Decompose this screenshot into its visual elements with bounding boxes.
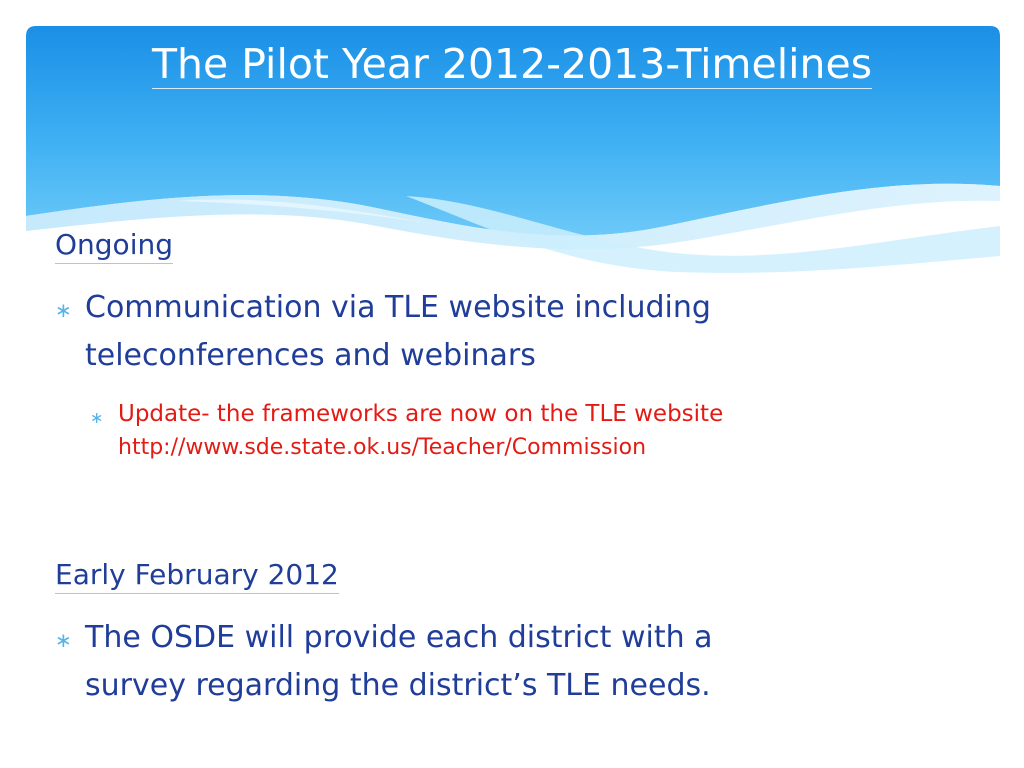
bullet-text — [85, 284, 711, 380]
bullet-text-line: survey regarding the district’s TLE needs. — [85, 668, 711, 703]
commission-url-link[interactable]: http://www.sde.state.ok.us/Teacher/Commission — [118, 435, 647, 460]
asterisk-bullet-icon: ∗ — [55, 628, 72, 652]
bullet-text-line: The OSDE will provide each district with a — [85, 620, 713, 655]
bullet-item-communication — [55, 284, 855, 380]
bullet-text — [85, 614, 713, 710]
slide-title-text: The Pilot Year 2012-2013-Timelines — [151, 40, 873, 88]
sub-bullet-text — [118, 398, 723, 464]
bullet-item-osde-survey — [55, 614, 855, 710]
bullet-text-line: teleconferences and webinars — [85, 338, 536, 373]
section-heading-ongoing: Ongoing — [55, 228, 173, 264]
sub-bullet-update — [90, 398, 990, 464]
asterisk-bullet-icon: ∗ — [90, 408, 104, 427]
slide-title — [0, 38, 1024, 90]
update-text: Update- the frameworks are now on the TLE website — [118, 401, 724, 427]
bullet-text-line: Communication via TLE website including — [85, 290, 711, 325]
section-heading-early-february: Early February 2012 — [55, 558, 339, 594]
asterisk-bullet-icon: ∗ — [55, 298, 72, 322]
